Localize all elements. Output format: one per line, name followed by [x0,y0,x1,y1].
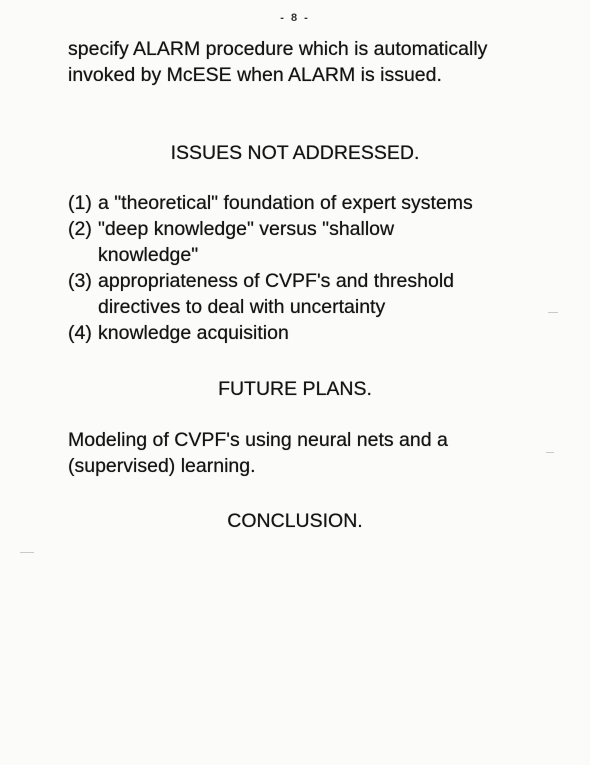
issue-number: (3) [68,270,92,292]
issue-number: (2) [68,218,92,240]
future-plans-heading: FUTURE PLANS. [218,378,372,400]
scan-artifact [548,312,558,313]
issue-text: appropriateness of CVPF's and threshold directives to deal with uncertainty [98,270,455,318]
page-number: - 8 - [280,12,310,24]
issues-heading: ISSUES NOT ADDRESSED. [170,142,420,164]
conclusion-heading: CONCLUSION. [227,510,363,532]
issue-text: a "theoretical" foundation of expert systems [98,192,473,214]
intro-paragraph: specify ALARM procedure which is automatically invoked by McESE when ALARM is issued. [68,38,488,86]
scan-artifact [20,552,34,553]
issue-item-4 [68,320,548,346]
issue-item-3 [68,268,548,320]
issue-number: (4) [68,322,92,344]
issues-list [68,190,548,346]
issue-text: knowledge acquisition [98,322,289,344]
scan-artifact [546,452,554,453]
issue-item-1 [68,190,548,216]
future-plans-paragraph: Modeling of CVPF's using neural nets and a (supervised) learning. [68,429,448,477]
issue-text: "deep knowledge" versus "shallow knowledge" [98,218,395,266]
issue-number: (1) [68,192,92,214]
issue-item-2 [68,216,548,268]
